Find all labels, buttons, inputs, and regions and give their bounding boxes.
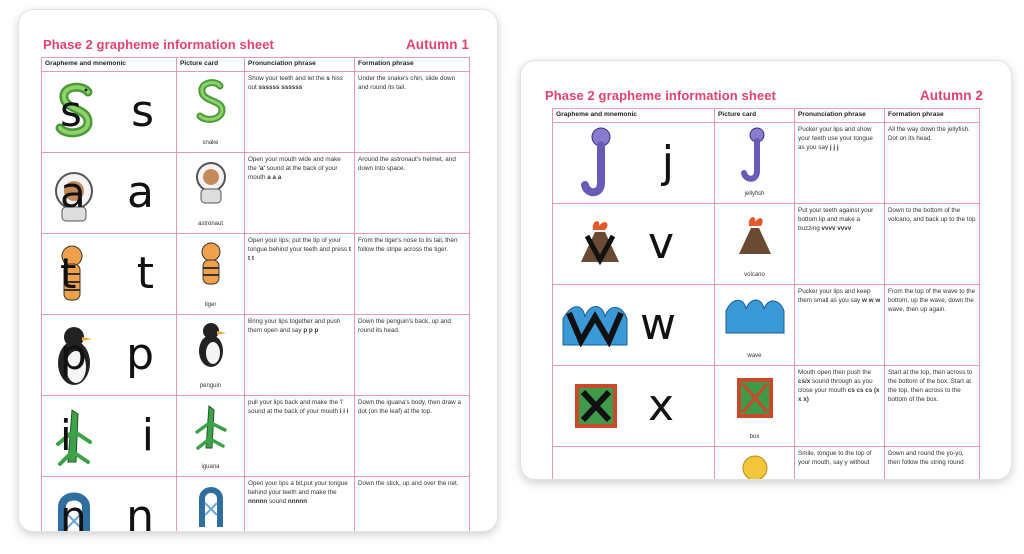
wave-icon <box>724 295 786 335</box>
volcano-mnemonic-icon <box>577 218 623 268</box>
net-icon <box>194 483 228 529</box>
grapheme-letter: w <box>640 299 676 350</box>
picture-label: volcano <box>744 272 765 279</box>
pronunciation-cell: Open your lips; put the tip of your tongue behind your teeth and press t t t <box>245 234 355 315</box>
formation-cell: Around the astronaut's helmet, and down into space. <box>355 153 470 234</box>
tiger-icon <box>194 240 228 286</box>
autumn-1-sheet-card[interactable] <box>19 10 497 531</box>
pronunciation-cell: Bring your lips together and push them open and say p p p <box>245 315 355 396</box>
box-icon <box>737 378 773 418</box>
mnemonic-letter: a <box>60 168 86 217</box>
sheet-title: Phase 2 grapheme information sheet <box>43 37 274 52</box>
formation-cell: Down to the bottom of the volcano, and back up to the top <box>885 204 980 285</box>
pronunciation-cell: pull your lips back and make the 'i' sound at the back of your mouth i i i <box>245 396 355 477</box>
sheet-header <box>545 88 983 103</box>
formation-cell: All the way down the jellyfish. Dot on its head. <box>885 123 980 204</box>
header-formation: Formation phrase <box>355 58 470 72</box>
pronunciation-cell: Pucker your lips and keep them small as you say w w w <box>795 285 885 366</box>
formation-cell: Under the snake's chin, slide down and round its tail. <box>355 72 470 153</box>
table-header-row <box>553 109 980 123</box>
pronunciation-cell: Put your teeth against your bottom lip and make a buzzing vvvv vvvv <box>795 204 885 285</box>
formation-cell: Down and round the yo-yo, then follow the string round <box>885 447 980 480</box>
header-grapheme: Grapheme and mnemonic <box>42 58 177 72</box>
volcano-icon <box>735 214 775 258</box>
grapheme-letter: x <box>647 380 674 431</box>
penguin-icon <box>193 321 229 369</box>
pronunciation-cell: Open your lips a bit,put your tongue behind your teeth and make the nnnnn sound nnnnn <box>245 477 355 532</box>
snake-icon <box>194 78 228 124</box>
table-row <box>553 204 980 285</box>
mnemonic-letter: i <box>60 411 72 460</box>
grapheme-letter: n <box>126 491 154 531</box>
autumn-2-sheet-card[interactable] <box>521 61 1011 479</box>
iguana-mnemonic-icon <box>52 404 96 470</box>
formation-cell: From the tiger's nose to its tail, then follow the stripe across the tiger. <box>355 234 470 315</box>
table-row <box>42 315 470 396</box>
grapheme-letter: t <box>136 248 154 299</box>
table-row <box>42 396 470 477</box>
mnemonic-letter: t <box>60 249 77 298</box>
formation-cell: Start at the top, then across to the bottom of the box. Start at the top, then across to the bottom of the box. <box>885 366 980 447</box>
grapheme-table <box>552 108 980 479</box>
table-row <box>42 153 470 234</box>
formation-cell: From the top of the wave to the bottom, up the wave, down the wave, then up again. <box>885 285 980 366</box>
pronunciation-cell: Show your teeth and let the s hiss out ssssss ssssss <box>245 72 355 153</box>
table-header-row <box>42 58 470 72</box>
table-row <box>553 447 980 480</box>
header-picture: Picture card <box>177 58 245 72</box>
mnemonic-letter: n <box>60 492 87 531</box>
header-formation: Formation phrase <box>885 109 980 123</box>
grapheme-letter: j <box>661 137 674 188</box>
grapheme-letter: v <box>647 218 674 269</box>
table-row <box>553 123 980 204</box>
picture-label: jellyfish <box>744 191 765 198</box>
picture-label: tiger <box>204 302 217 309</box>
table-row <box>42 72 470 153</box>
table-row <box>553 366 980 447</box>
astronaut-icon <box>193 159 229 205</box>
formation-cell: Down the iguana's body, then draw a dot (on the leaf) at the top. <box>355 396 470 477</box>
picture-label: penguin <box>199 383 222 390</box>
sheet-header <box>43 37 469 52</box>
header-picture: Picture card <box>715 109 795 123</box>
sheet-term: Autumn 2 <box>919 88 983 103</box>
pronunciation-cell: Open your mouth wide and make the 'a' sound at the back of your mouth a a a <box>245 153 355 234</box>
grapheme-letter: a <box>127 167 154 218</box>
mnemonic-letter: p <box>60 330 87 379</box>
picture-label: wave <box>747 353 762 360</box>
header-pronunciation: Pronunciation phrase <box>245 58 355 72</box>
grapheme-letter: s <box>131 86 154 137</box>
grapheme-letter: p <box>126 329 154 380</box>
pronunciation-cell: Smile, tongue to the top of your mouth, say y without <box>795 447 885 480</box>
pronunciation-cell: Mouth open then push the cs/x sound through as you close your mouth cs cs cs (x x x) <box>795 366 885 447</box>
yo-yo-icon <box>740 453 770 479</box>
jellyfish-mnemonic-icon <box>579 127 619 199</box>
wave-mnemonic-icon <box>561 301 629 347</box>
table-row <box>553 285 980 366</box>
header-grapheme: Grapheme and mnemonic <box>553 109 715 123</box>
table-row <box>42 234 470 315</box>
box-mnemonic-icon <box>575 384 617 428</box>
picture-label: box <box>749 434 760 441</box>
picture-label: snake <box>202 140 219 147</box>
formation-cell: Down the penguin's back, up and round its head. <box>355 315 470 396</box>
formation-cell: Down the stick, up and over the net. <box>355 477 470 532</box>
jellyfish-icon <box>740 127 770 183</box>
header-pronunciation: Pronunciation phrase <box>795 109 885 123</box>
iguana-icon <box>192 402 230 452</box>
picture-label: astronaut <box>197 221 224 228</box>
grapheme-table <box>41 57 470 531</box>
sheet-title: Phase 2 grapheme information sheet <box>545 88 776 103</box>
pronunciation-cell: Pucker your lips and show your teeth use your tongue as you say j j j <box>795 123 885 204</box>
grapheme-letter: i <box>141 410 154 461</box>
picture-label: iguana <box>201 464 220 471</box>
sheet-term: Autumn 1 <box>405 37 469 52</box>
mnemonic-letter: s <box>60 87 82 136</box>
table-row <box>42 477 470 532</box>
